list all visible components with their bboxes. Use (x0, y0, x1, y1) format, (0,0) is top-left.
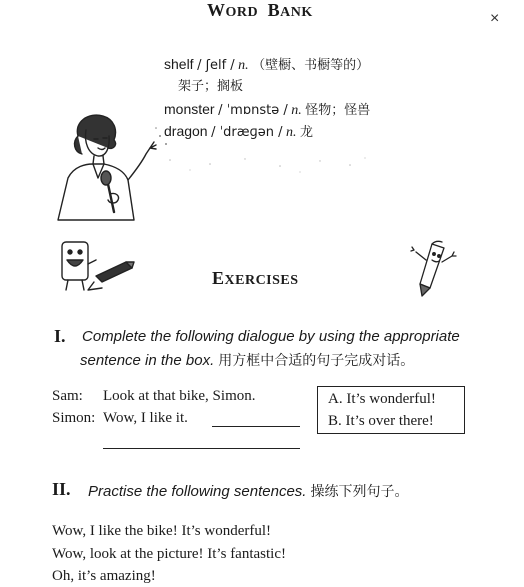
option-a: A. It’s wonderful! (328, 391, 436, 407)
word-entry-shelf-meaning-cont: 架子；搁板 (178, 79, 244, 94)
exercises-title: EXERCISES (212, 268, 299, 288)
word-entry-shelf (164, 54, 369, 76)
laughing-character-illustration (58, 238, 140, 298)
close-icon: × (490, 10, 500, 27)
practice-sentence-2: Wow, look at the picture! It’s fantastic! (52, 546, 286, 562)
answer-blank-2[interactable] (103, 448, 300, 449)
part-one-instruction-line1: Complete the following dialogue by using the appropriate (82, 328, 460, 345)
woman-microphone-illustration (48, 108, 173, 223)
option-b: B. It’s over there! (328, 413, 434, 429)
speckle-divider (150, 150, 380, 180)
dialogue-line-simon: Wow, I like it. (103, 410, 188, 426)
meaning-text: 怪物；怪兽 (305, 103, 371, 118)
dialogue-speaker-simon: Simon: (52, 410, 96, 426)
part-of-speech: n. (238, 58, 249, 73)
meaning-text: 龙 (300, 125, 314, 140)
phonetic-text: / ʃelf / (197, 58, 235, 73)
dialogue-speaker-sam: Sam: (52, 388, 83, 404)
practice-sentence-1: Wow, I like the bike! It’s wonderful! (52, 523, 272, 539)
word-entry-monster (164, 99, 370, 121)
word-bank-title: WORD BANK (207, 0, 313, 20)
word-text: monster (164, 101, 215, 117)
part-of-speech: n. (286, 125, 297, 140)
word-entry-dragon (164, 121, 313, 143)
part-two-numeral: II. (52, 479, 71, 499)
word-text: shelf (164, 56, 194, 72)
part-one-instruction-line2: sentence in the box. 用方框中合适的句子完成对话。 (80, 352, 415, 369)
answer-blank-1[interactable] (212, 426, 300, 427)
practice-sentence-3: Oh, it’s amazing! (52, 568, 156, 584)
part-one-numeral: I. (54, 326, 66, 346)
phonetic-text: / ˈdræɡən / (211, 125, 283, 140)
word-text: dragon (164, 123, 208, 139)
phonetic-text: / ˈmɒnstə / (218, 103, 288, 118)
part-of-speech: n. (291, 103, 302, 118)
dialogue-line-sam: Look at that bike, Simon. (103, 388, 256, 404)
pencil-character-illustration (410, 238, 458, 298)
part-two-instruction: Practise the following sentences. 操练下列句子。 (88, 483, 409, 500)
meaning-text: （壁橱、书橱等的） (252, 58, 370, 73)
